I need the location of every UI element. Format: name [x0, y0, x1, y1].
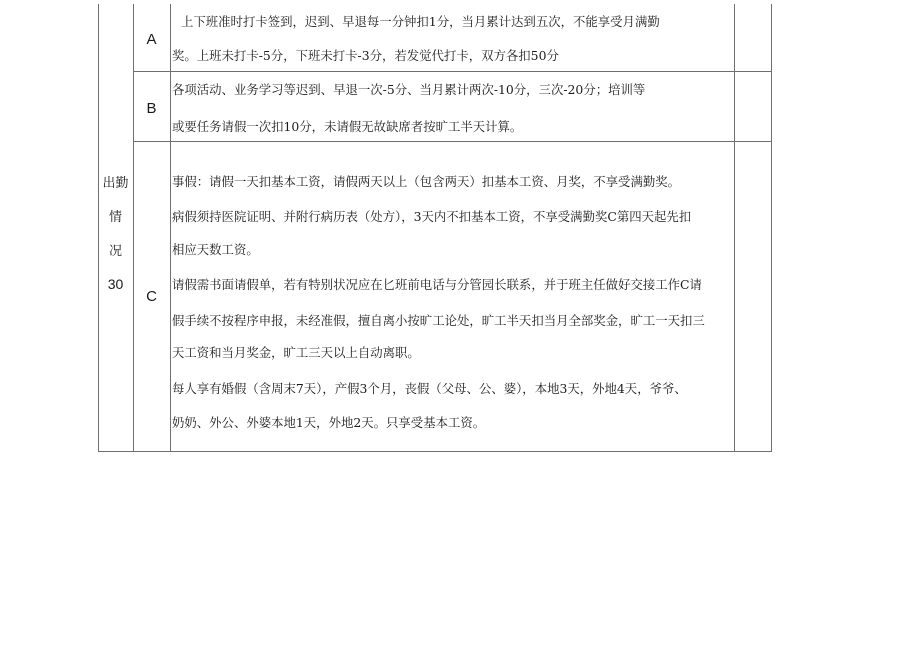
category-label: 情 — [108, 210, 122, 225]
table-border-bottom — [98, 451, 772, 452]
grade-c-label: C — [146, 288, 157, 305]
row-divider-a-b — [133, 71, 772, 72]
row-divider-b-c — [133, 141, 772, 142]
text-line: 假手续不按程序申报，未经准假，擅自离小按旷工论处，旷工半天扣当月全部奖金，旷工一天扣三 — [172, 313, 705, 328]
text-line: 各项活动、业务学习等迟到、早退一次-5分、当月累计两次-10分，三次-20分；培训等 — [172, 82, 646, 97]
grade-a-label: A — [146, 31, 157, 48]
attendance-table — [98, 4, 772, 452]
text-line: 奖。上班未打卡-5分，下班未打卡-3分，若发觉代打卡，双方各扣50分 — [172, 48, 559, 63]
grade-b-label: B — [146, 100, 157, 117]
text-line: 相应天数工资。 — [172, 242, 259, 257]
category-label: 况 — [108, 244, 122, 259]
text-line: 奶奶、外公、外婆本地1天，外地2天。只享受基本工资。 — [172, 415, 486, 430]
text-line: 病假须持医院证明、并附行病历表（处方），3天内不扣基本工资，不享受满勤奖C第四天起先扣 — [172, 209, 692, 224]
text-line: 事假：请假一天扣基本工资，请假两天以上（包含两天）扣基本工资、月奖，不享受满勤奖。 — [172, 174, 681, 189]
category-cell — [98, 4, 133, 452]
text-line: 或要任务请假一次扣10分，未请假无故缺席者按旷工半天计算。 — [172, 119, 523, 134]
text-line: 上下班准时打卡签到，迟到、早退每一分钟扣1分，当月累计达到五次，不能享受月满勤 — [181, 14, 660, 29]
text-line: 请假需书面请假单，若有特别状况应在匕班前电话与分管园长联系，并于班主任做好交接工作C请 — [172, 277, 702, 292]
category-score: 30 — [107, 276, 124, 292]
text-line: 天工资和当月奖金，旷工三天以上自动离职。 — [172, 345, 420, 360]
text-line: 每人享有婚假（含周末7天），产假3个月，丧假（父母、公、婆），本地3天，外地4天，爷爷、 — [172, 381, 687, 396]
category-label: 出勤 — [102, 176, 129, 191]
